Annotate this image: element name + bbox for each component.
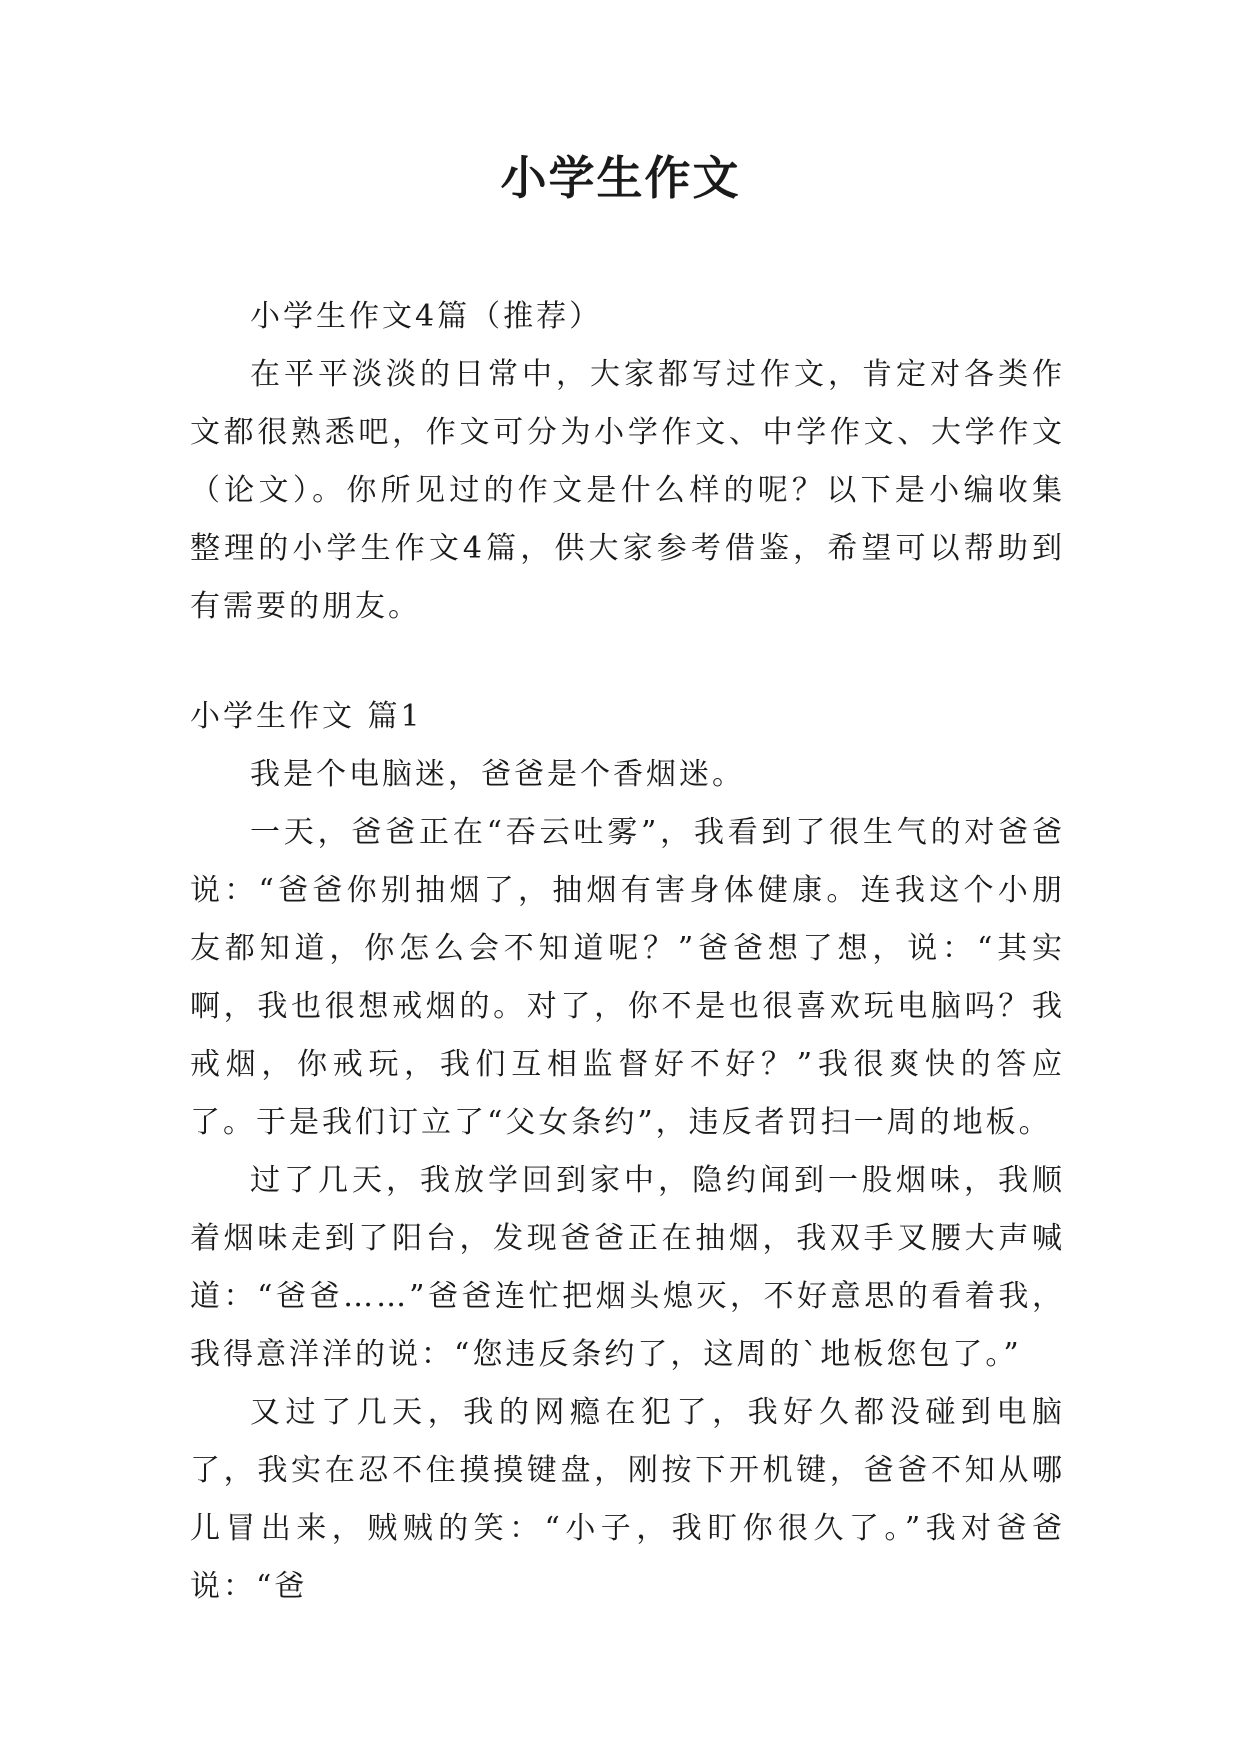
section1-paragraph-2: 一天，爸爸正在“吞云吐雾”，我看到了很生气的对爸爸说：“爸爸你别抽烟了，抽烟有害身体健康。连我这个小朋友都知道，你怎么会不知道呢？”爸爸想了想，说：“其实啊，我也很想戒烟的。对了，你不是也很喜欢玩电脑吗？我戒烟，你戒玩，我们互相监督好不好？”我很爽快的答应了。于是我们订立了“父女条约”，违反者罚扫一周的地板。 [190,815,1065,1140]
section-heading-1: 小学生作文 篇1 [190,699,423,734]
document-title: 小学生作文 [500,151,741,205]
section1-paragraph-3: 过了几天，我放学回到家中，隐约闻到一股烟味，我顺着烟味走到了阳台，发现爸爸正在抽烟，我双手叉腰大声喊道：“爸爸……”爸爸连忙把烟头熄灭，不好意思的看着我，我得意洋洋的说：“您违反条约了，这周的`地板您包了。” [190,1163,1065,1372]
section1-paragraph-4: 又过了几天，我的网瘾在犯了，我好久都没碰到电脑了，我实在忍不住摸摸键盘，刚按下开机键，爸爸不知从哪儿冒出来，贼贼的笑：“小子，我盯你很久了。”我对爸爸说：“爸 [190,1395,1065,1604]
document-body [190,288,1065,1616]
intro-paragraph: 在平平淡淡的日常中，大家都写过作文，肯定对各类作文都很熟悉吧，作文可分为小学作文、中学作文、大学作文（论文）。你所见过的作文是什么样的呢？以下是小编收集整理的小学生作文4篇，供大家参考借鉴，希望可以帮助到有需要的朋友。 [190,357,1065,624]
intro-subtitle: 小学生作文4篇（推荐） [250,299,603,334]
section-spacer [190,636,1065,688]
section1-paragraph-1: 我是个电脑迷，爸爸是个香烟迷。 [250,757,745,792]
